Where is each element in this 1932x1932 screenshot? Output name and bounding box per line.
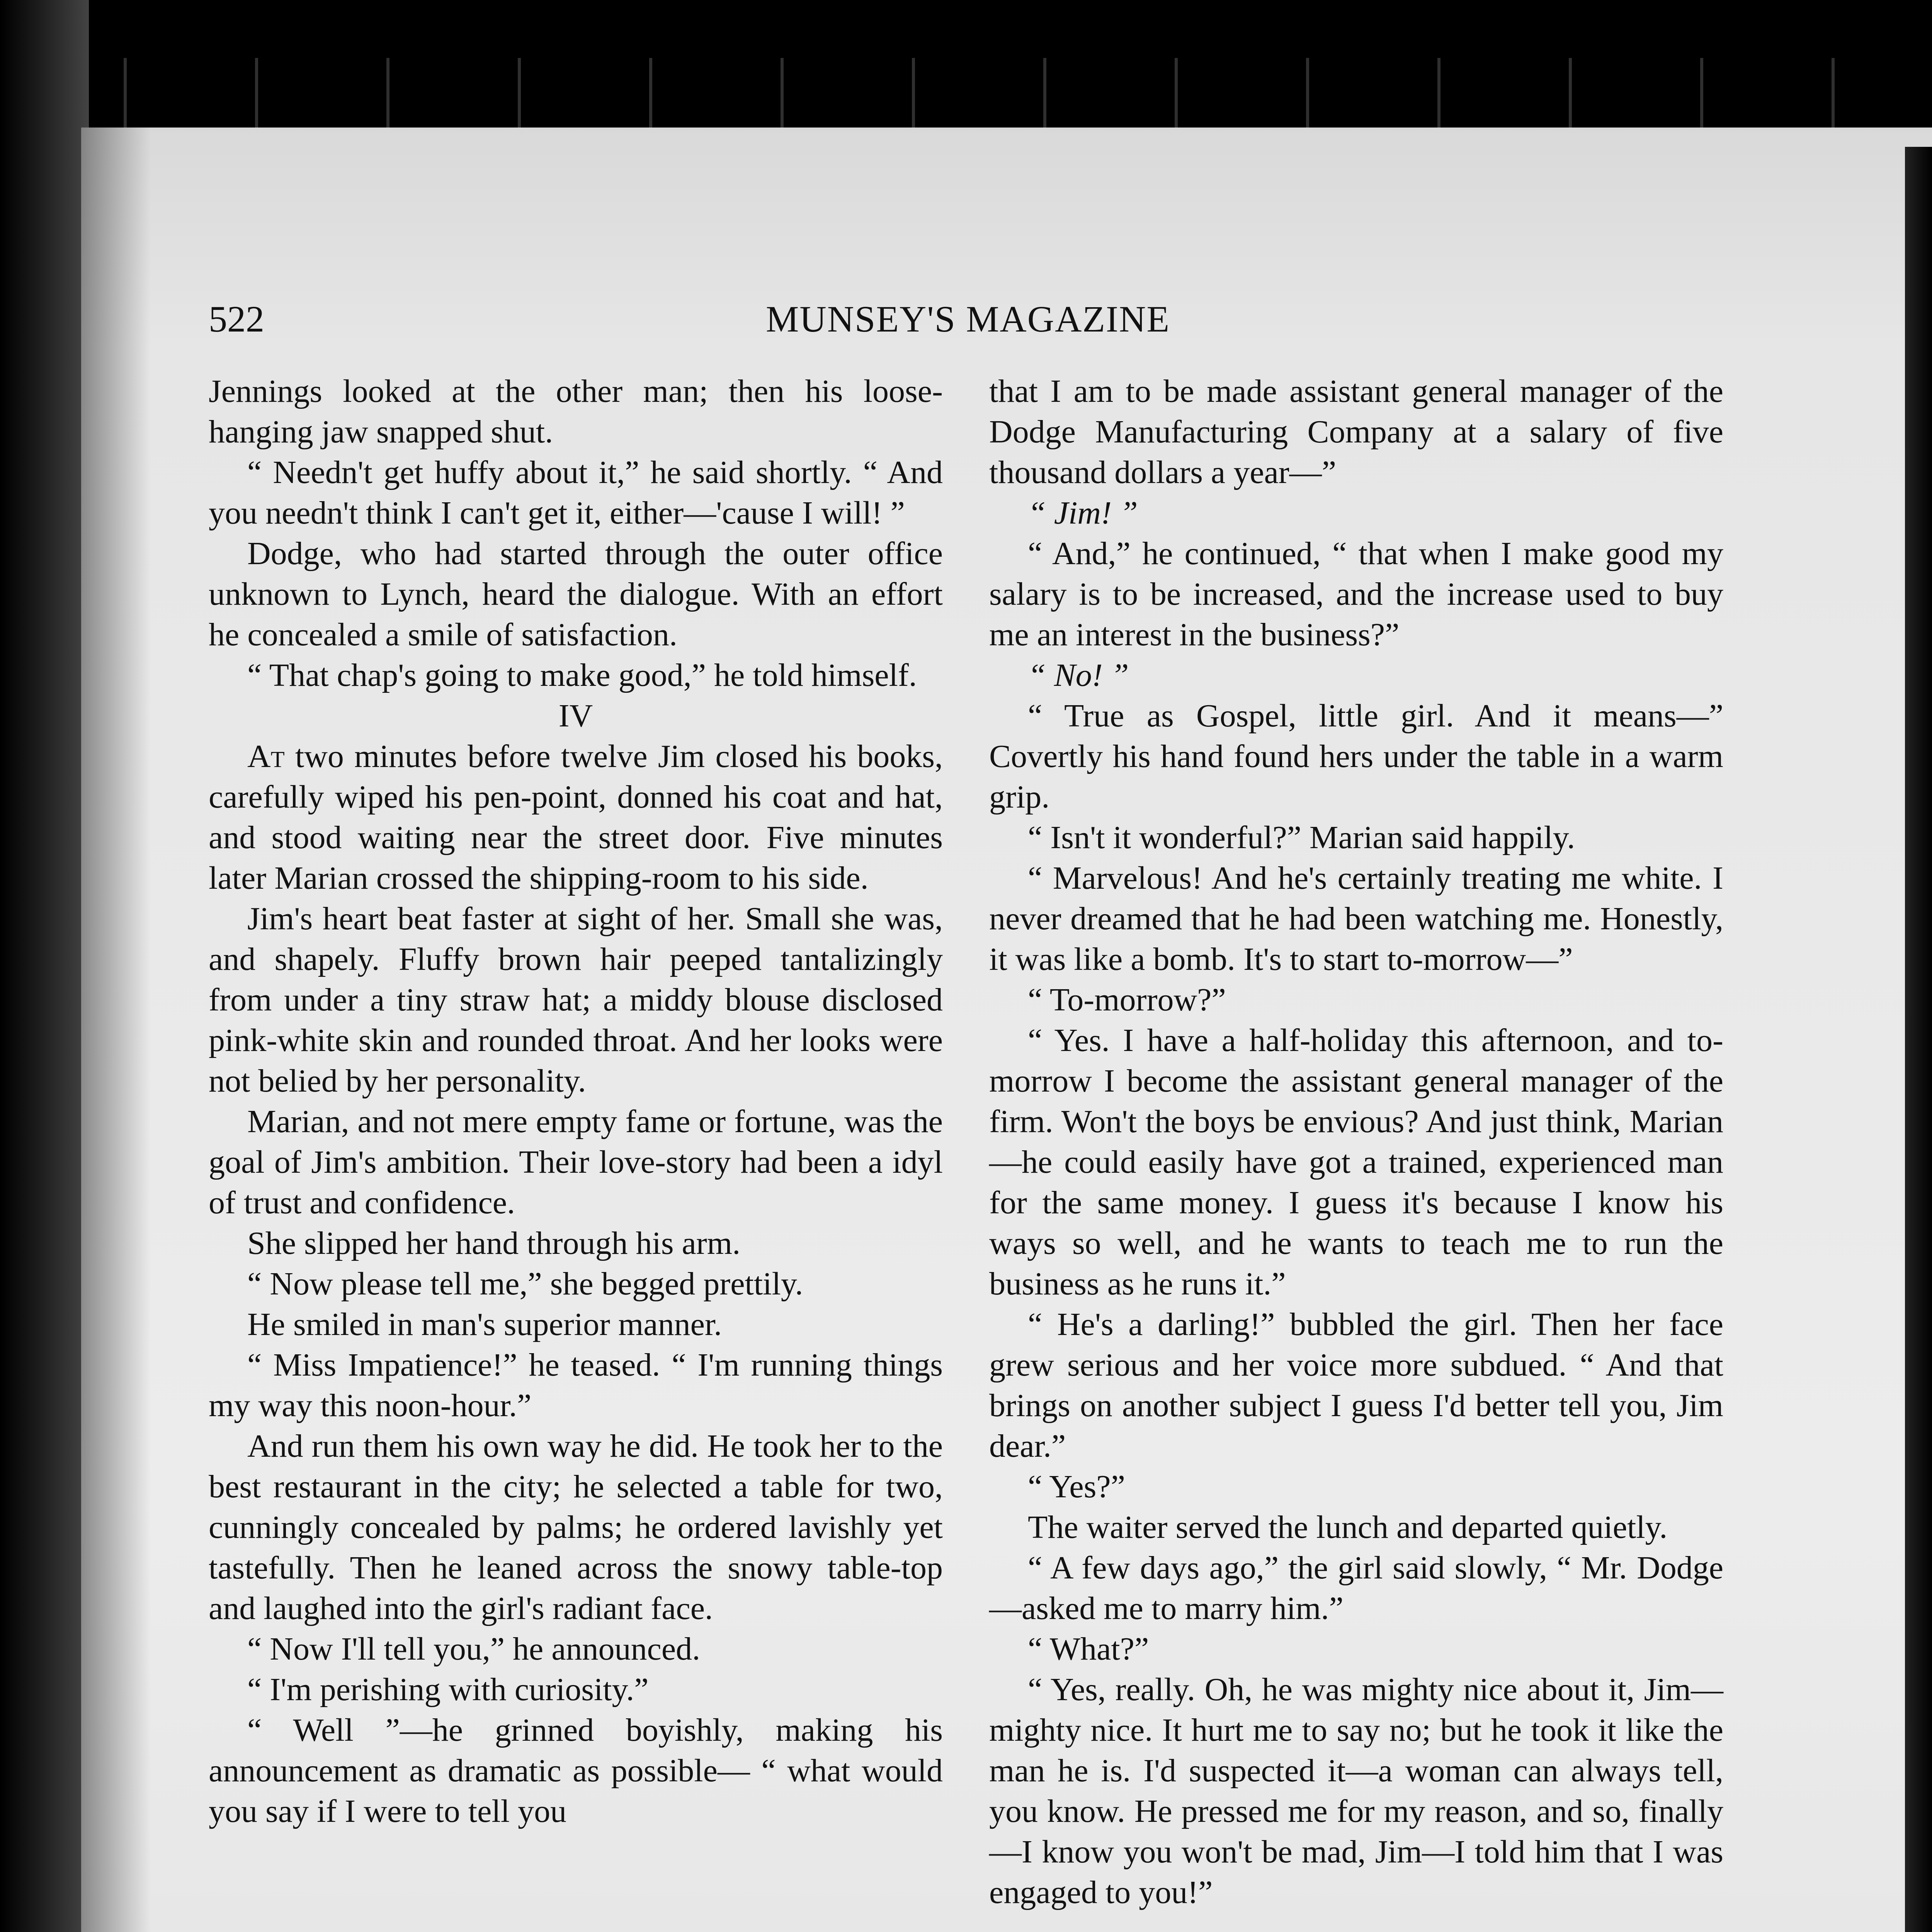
paragraph: “ To-morrow?” xyxy=(1028,982,1226,1018)
paragraph: Dodge, who had started through the outer office unknown to Lynch, heard the dialogue. With an effort he concealed a smile of satisfaction. xyxy=(209,536,943,653)
scan-artifacts xyxy=(77,58,1893,135)
paragraph: “ Isn't it wonderful?” Marian said happily. xyxy=(1028,820,1575,855)
paragraph: “ What?” xyxy=(1028,1631,1149,1667)
paragraph: “ Marvelous! And he's certainly treating me white. I never dreamed that he had been watching me. Honestly, it was like a bomb. It's to start to-morrow—” xyxy=(989,860,1723,977)
paragraph: She slipped her hand through his arm. xyxy=(247,1225,741,1261)
paragraph: “ I'm perishing with curiosity.” xyxy=(247,1672,649,1708)
running-head xyxy=(209,298,1727,344)
text-column-right xyxy=(989,371,1723,1913)
text-column-left xyxy=(209,371,943,1832)
section-heading: IV xyxy=(558,698,593,734)
paragraph: “ That chap's going to make good,” he told himself. xyxy=(247,657,917,693)
paragraph-text: two minutes before twelve Jim closed his books, carefully wiped his pen-point, donned his coat and hat, and stood waiting near the street door. Five minutes later Marian crossed the shipping-room to his side. xyxy=(209,738,943,896)
paragraph: “ Now please tell me,” she begged prettily. xyxy=(247,1266,803,1302)
paragraph: “ Miss Impatience!” he teased. “ I'm running things my way this noon-hour.” xyxy=(209,1347,943,1423)
paragraph: “ A few days ago,” the girl said slowly, “ Mr. Dodge—asked me to marry him.” xyxy=(989,1550,1723,1626)
paragraph: “ Now I'll tell you,” he announced. xyxy=(247,1631,701,1667)
paragraph: He smiled in man's superior manner. xyxy=(247,1306,722,1342)
paragraph: Marian, and not mere empty fame or fortune, was the goal of Jim's ambition. Their love-story had been a idyl of trust and confidence. xyxy=(209,1104,943,1221)
paragraph: that I am to be made assistant general manager of the Dodge Manufacturing Company at a salary of five thousand dollars a year—” xyxy=(989,373,1723,490)
paragraph: And run them his own way he did. He took her to the best restaurant in the city; he selected a table for two, cunningly concealed by palms; he ordered lavishly yet tastefully. Then he leaned across the snowy table-top and laughed into the girl's radiant face. xyxy=(209,1428,943,1626)
scan-border xyxy=(0,0,89,1932)
paragraph: “ Yes?” xyxy=(1028,1469,1125,1505)
paragraph: “ No! ” xyxy=(1028,657,1129,693)
paragraph: “ Jim! ” xyxy=(1028,495,1138,531)
paragraph: Jennings looked at the other man; then his loose-hanging jaw snapped shut. xyxy=(209,373,943,450)
paragraph: “ And,” he continued, “ that when I make good my salary is to be increased, and the increase used to buy me an interest in the business?” xyxy=(989,536,1723,653)
paragraph: The waiter served the lunch and departed quietly. xyxy=(1028,1509,1668,1545)
paragraph xyxy=(209,736,943,898)
paragraph: “ Yes. I have a half-holiday this afternoon, and to-morrow I become the assistant general manager of the firm. Won't the boys be envious? And just think, Marian —he could easily have got a trained, experienced man for the same money. I guess it's because I know his ways so well, and he wants to teach me to run the business as he runs it.” xyxy=(989,1022,1723,1302)
paragraph: “ Well ”—he grinned boyishly, making his announcement as dramatic as possible— “ what would you say if I were to tell you xyxy=(209,1712,943,1829)
drop-lead: At xyxy=(247,738,285,774)
paragraph: “ True as Gospel, little girl. And it means—” Covertly his hand found hers under the table in a warm grip. xyxy=(989,698,1723,815)
page-number: 522 xyxy=(209,298,264,340)
paragraph: “ Needn't get huffy about it,” he said shortly. “ And you needn't think I can't get it, either—'cause I will! ” xyxy=(209,454,943,531)
paragraph: “ He's a darling!” bubbled the girl. Then her face grew serious and her voice more subdued. “ And that brings on another subject I guess I'd better tell you, Jim dear.” xyxy=(989,1306,1723,1464)
page-gutter-shadow xyxy=(81,128,151,1932)
paragraph: “ Yes, really. Oh, he was mighty nice about it, Jim—mighty nice. It hurt me to say no; but he took it like the man he is. I'd suspected it—a woman can always tell, you know. He pressed me for my reason, and so, finally—I know you won't be mad, Jim—I told him that I was engaged to you!” xyxy=(989,1672,1723,1910)
book-spine xyxy=(1905,147,1932,1932)
magazine-title: MUNSEY'S MAGAZINE xyxy=(766,298,1170,340)
paragraph: Jim's heart beat faster at sight of her. Small she was, and shapely. Fluffy brown hair peeped tantalizingly from under a tiny straw hat; a middy blouse disclosed pink-white skin and rounded throat. And her looks were not belied by her personality. xyxy=(209,901,943,1099)
